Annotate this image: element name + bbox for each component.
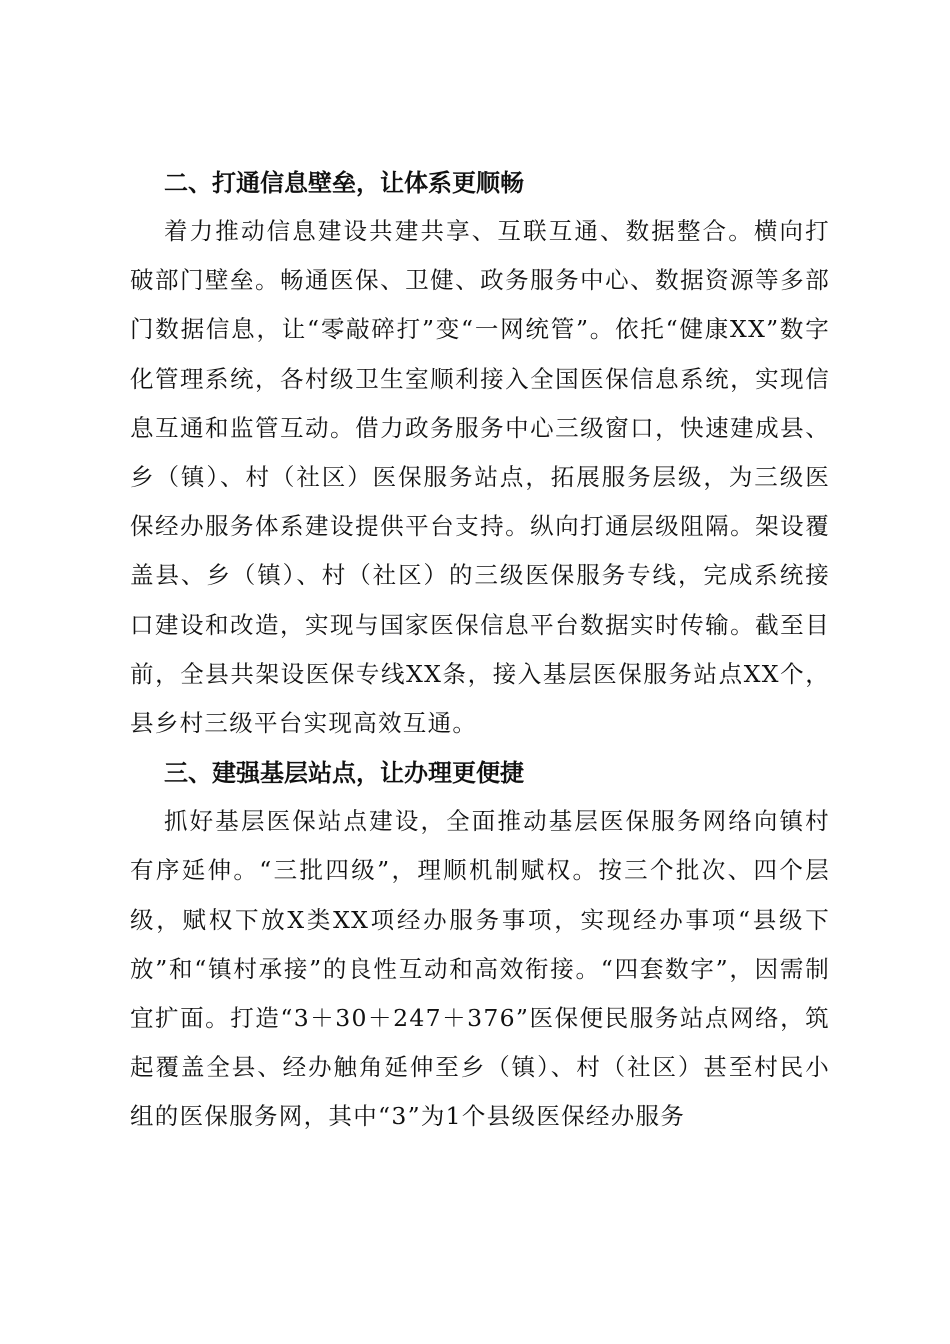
section-heading-information-barriers: 二、打通信息壁垒，让体系更顺畅 bbox=[164, 168, 524, 197]
document-page bbox=[130, 158, 830, 1142]
section-heading-grassroots-stations: 三、建强基层站点，让办理更便捷 bbox=[164, 758, 524, 788]
section-paragraph-grassroots-stations: 抓好基层医保站点建设，全面推动基层医保服务网络向镇村有序延伸。“三批四级”，理顺机制赋权。按三个批次、四个层级，赋权下放X类XX项经办服务事项，实现经办事项“县级下放”和“镇村承接”的良性互动和高效衔接。“四套数字”，因需制宜扩面。打造“3＋30＋247＋376”医保便民服务站点网络，筑起覆盖全县、经办触角延伸至乡（镇）、村（社区）甚至村民小组的医保服务网，其中“3”为1个县级医保经办服务 bbox=[130, 807, 830, 1131]
section-paragraph-information-barriers: 着力推动信息建设共建共享、互联互通、数据整合。横向打破部门壁垒。畅通医保、卫健、政务服务中心、数据资源等多部门数据信息，让“零敲碎打”变“一网统管”。依托“健康XX”数字化管理系统，各村级卫生室顺利接入全国医保信息系统，实现信息互通和监管互动。借力政务服务中心三级窗口，快速建成县、乡（镇）、村（社区）医保服务站点，拓展服务层级，为三级医保经办服务体系建设提供平台支持。纵向打通层级阻隔。架设覆盖县、乡（镇）、村（社区）的三级医保服务专线，完成系统接口建设和改造，实现与国家医保信息平台数据实时传输。截至目前，全县共架设医保专线XX条，接入基层医保服务站点XX个，县乡村三级平台实现高效互通。 bbox=[130, 217, 830, 738]
